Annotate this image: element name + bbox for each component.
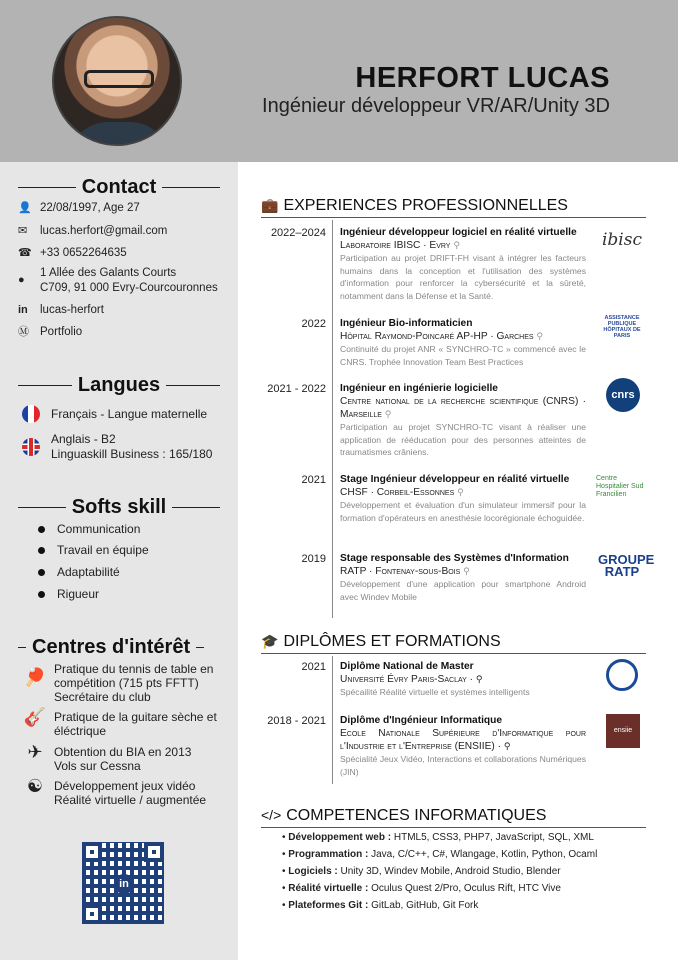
cnrs-logo: cnrs (606, 378, 640, 412)
experience-org: RATP · Fontenay-sous-Bois (340, 566, 461, 577)
linkedin-icon: in (18, 304, 28, 316)
header (0, 0, 678, 162)
bullet-icon (38, 569, 45, 576)
contact-linkedin[interactable]: in lucas-herfort (18, 304, 104, 316)
education-title: Diplôme d'Ingénieur Informatique (340, 715, 503, 726)
ratp-logo: GROUPE RATP (598, 552, 655, 579)
aphp-logo: ASSISTANCE PUBLIQUE HÔPITAUX DE PARIS (603, 315, 641, 339)
skill-item: • Logiciels : Unity 3D, Windev Mobile, Android Studio, Blender (282, 866, 561, 877)
airplane-icon: ✈ (27, 742, 43, 762)
qr-finder (144, 842, 164, 862)
experience-date: 2021 (301, 474, 326, 486)
interest-item: 🏓 Pratique du tennis de table en compétition (715 pts FFTT) Secrétaire du club (18, 662, 233, 704)
vr-headset-icon: ☯ (26, 776, 44, 796)
contact-heading: Contact (18, 176, 220, 199)
experience-date: 2021 - 2022 (267, 383, 326, 395)
graduation-cap-icon: 🎓 (261, 633, 279, 649)
contact-phone[interactable]: ☎ +33 0652264635 (18, 247, 127, 259)
experience-title: Ingénieur développeur logiciel en réalité virtuelle (340, 227, 577, 238)
photo-shirt (68, 122, 170, 146)
full-name: HERFORT LUCAS (355, 62, 610, 94)
interests-heading: Centres d'intérêt (18, 636, 220, 659)
language-french: Français - Langue maternelle (22, 405, 232, 423)
france-flag-icon (22, 405, 40, 423)
experience-description: Participation au projet DRIFT-FH visant à intégrer les facteurs humains dans la conception et l'utilisation des systèmes d'information pour renforcer la cybersécurité et la sûreté, notamment dans la Défense et la Santé. (340, 253, 586, 301)
education-date: 2018 - 2021 (267, 715, 326, 727)
experience-org: Hôpital Raymond-Poincaré AP-HP · Garches (340, 331, 534, 342)
ping-pong-icon: 🏓 (23, 667, 47, 687)
person-icon: 👤 (18, 202, 32, 214)
experience-heading: 💼 EXPERIENCES PROFESSIONNELLES (261, 197, 646, 218)
experience-description: Développement d'une application pour smartphone Android avec Windev Mobile (340, 579, 586, 602)
skill-item: • Programmation : Java, C/C++, C#, Wlangage, Kotlin, Python, Ocaml (282, 849, 598, 860)
soft-skill-item: Travail en équipe (38, 543, 149, 557)
chsf-logo: Centre Hospitalier Sud Francilien (596, 475, 644, 498)
soft-skill-item: Rigueur (38, 587, 99, 601)
code-icon: </> (261, 807, 282, 823)
experience-description: Participation au projet SYNCHRO-TC visant à réaliser une application de rééducation pour des personnes atteintes de traumatismes crâniens. (340, 422, 586, 457)
uk-flag-icon (22, 438, 40, 456)
skill-item: • Développement web : HTML5, CSS3, PHP7, JavaScript, SQL, XML (282, 832, 594, 843)
experience-title: Ingénieur Bio-informaticien (340, 318, 473, 329)
briefcase-icon: 💼 (261, 197, 279, 213)
education-title: Diplôme National de Master (340, 661, 474, 672)
experience-date: 2019 (301, 553, 326, 565)
ensiie-logo: ensiie (606, 714, 640, 748)
education-org: Université Évry Paris-Saclay · (340, 674, 474, 685)
guitar-icon: 🎸 (23, 707, 47, 727)
location-pin-icon: ⚲ (503, 741, 511, 751)
experience-org: CHSF · Corbeil-Essonnes (340, 487, 455, 498)
location-pin-icon: ⚲ (463, 566, 470, 576)
photo-glasses (84, 70, 154, 88)
linkedin-icon: in (114, 874, 134, 894)
experience-date: 2022 (301, 318, 326, 330)
education-date: 2021 (301, 661, 326, 673)
mail-icon: ✉ (18, 225, 28, 237)
experience-org: Centre national de la recherche scientifique (CNRS) · Marseille (340, 396, 586, 420)
contact-email[interactable]: ✉ lucas.herfort@gmail.com (18, 225, 168, 237)
interest-item: ☯ Développement jeux vidéo Réalité virtuelle / augmentée (18, 779, 233, 807)
phone-icon: ☎ (18, 247, 32, 259)
wordpress-icon: Ⓜ (18, 326, 29, 338)
job-title: Ingénieur développeur VR/AR/Unity 3D (262, 95, 610, 117)
experience-org: Laboratoire IBISC · Evry (340, 240, 451, 251)
education-heading: 🎓 DIPLÔMES ET FORMATIONS (261, 633, 646, 654)
soft-skill-item: Communication (38, 522, 140, 536)
interest-item: ✈ Obtention du BIA en 2013 Vols sur Cessna (18, 745, 233, 773)
skill-item: • Réalité virtuelle : Oculus Quest 2/Pro, Oculus Rift, HTC Vive (282, 883, 561, 894)
soft-skills-heading: Softs skill (18, 496, 220, 519)
education-description: Spécialité Jeux Vidéo, Interactions et collaborations Numériques (JIN) (340, 754, 586, 777)
experience-timeline (332, 220, 333, 618)
education-timeline (332, 656, 333, 784)
bullet-icon (38, 547, 45, 554)
experience-description: Développement et évaluation d'un simulateur immersif pour la formation d'opérateurs en anesthésie locorégionale échoguidée. (340, 500, 586, 523)
evry-university-logo (606, 659, 638, 691)
location-pin-icon: ⚲ (453, 240, 460, 250)
location-pin-icon: ⚲ (384, 409, 392, 419)
qr-finder (82, 904, 102, 924)
qr-finder (82, 842, 102, 862)
skills-heading: </> COMPETENCES INFORMATIQUES (261, 807, 646, 828)
experience-title: Ingénieur en ingénierie logicielle (340, 383, 498, 394)
contact-birthdate: 👤 22/08/1997, Age 27 (18, 202, 140, 214)
experience-title: Stage Ingénieur développeur en réalité virtuelle (340, 474, 570, 485)
education-org: Ecole Nationale Supérieure d'Informatique pour l'Industrie et l'Entreprise (ENSIIE) · (340, 728, 586, 752)
language-english: Anglais - B2 Linguaskill Business : 165/180 (22, 432, 232, 462)
contact-address: ● 1 Allée des Galants Courts C709, 91 000 Evry-Courcouronnes (18, 267, 218, 294)
languages-heading: Langues (18, 374, 220, 397)
experience-description: Continuité du projet ANR « SYNCHRO-TC » commencé avec le CNRS. Trophée Innovation Team Best Practices (340, 344, 586, 367)
interest-item: 🎸 Pratique de la guitare sèche et éléctrique (18, 710, 233, 738)
bullet-icon (38, 526, 45, 533)
location-pin-icon: ⚲ (457, 487, 464, 497)
location-icon: ● (18, 274, 25, 286)
linkedin-qr-code[interactable] (82, 842, 164, 924)
location-pin-icon: ⚲ (475, 674, 483, 684)
profile-photo (52, 16, 182, 146)
experience-date: 2022–2024 (270, 227, 326, 239)
contact-portfolio[interactable]: Ⓜ Portfolio (18, 326, 83, 338)
ibisc-logo: ibisc (601, 230, 642, 250)
skill-item: • Plateformes Git : GitLab, GitHub, Git Fork (282, 900, 479, 911)
location-pin-icon: ⚲ (536, 331, 544, 341)
bullet-icon (38, 591, 45, 598)
education-description: Spécailité Réalité virtuelle et systèmes intelligents (340, 687, 530, 697)
soft-skill-item: Adaptabilité (38, 565, 120, 579)
experience-title: Stage responsable des Systèmes d'Information (340, 553, 569, 564)
